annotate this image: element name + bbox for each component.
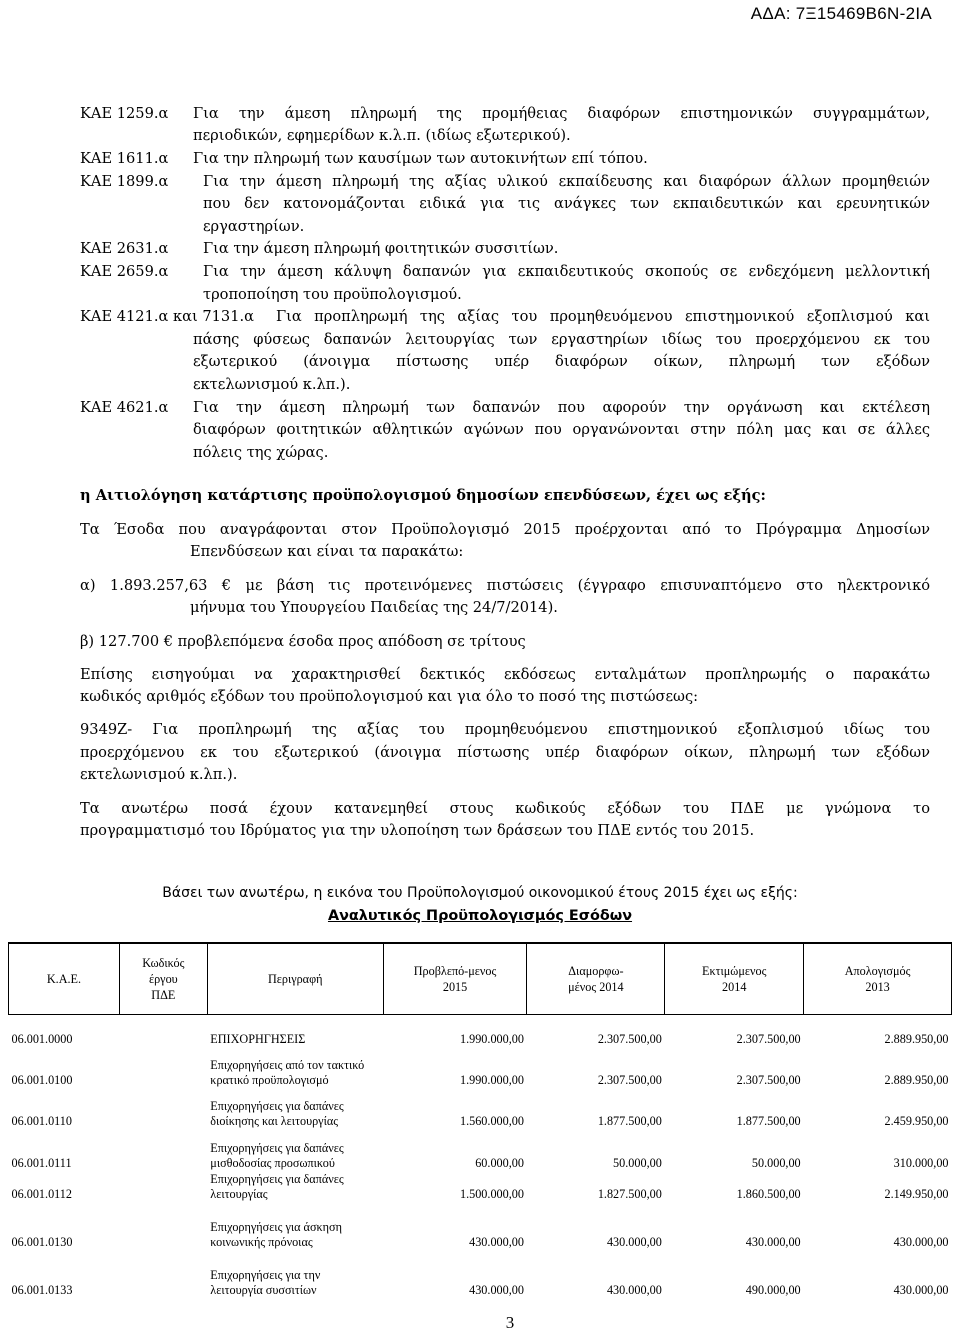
table-row: [9, 1202, 952, 1250]
kae-cell: 06.001.0111: [11, 1155, 72, 1170]
table-row: [9, 1088, 952, 1129]
description-cell: ΕΠΙΧΟΡΗΓΗΣΕΙΣ: [210, 1031, 306, 1046]
table-row: [9, 1015, 952, 1047]
actual-2013-cell: 430.000,00: [893, 1234, 949, 1249]
kae-cell: 06.001.0100: [11, 1072, 73, 1087]
actual-2013-cell: 310.000,00: [893, 1155, 949, 1170]
description-cell: Επιχορηγήσεις για άσκηση κοινωνικής πρόνοιας: [210, 1219, 342, 1249]
kae-desc-line: πόλεις της χώρας.: [193, 444, 329, 461]
kae-desc-line: διαφόρων φοιτητικών αθλητικών αγώνων που οργανώνονται στην πόλη μας και σε άλλες: [193, 421, 930, 438]
kae-code: ΚΑΕ 1259.α: [80, 105, 169, 122]
description-cell: Επιχορηγήσεις για δαπάνες διοίκησης και λειτουργίας: [210, 1098, 344, 1128]
column-header: Κ.Α.Ε.: [9, 943, 120, 1015]
kae-code: ΚΑΕ 4621.α: [80, 399, 169, 416]
forecast-2015-cell: 1.500.000,00: [459, 1186, 524, 1201]
item-a-line2: μήνυμα του Υπουργείου Παιδείας της 24/7/2014).: [190, 599, 558, 616]
ada-code: ΑΔΑ: 7Ξ15469Β6Ν-2ΙΑ: [750, 4, 932, 23]
item-a: α) 1.893.257,63 € με βάση τις προτεινόμενες πιστώσεις (έγγραφο επισυναπτόμενο στο ηλεκτρονικό: [80, 577, 930, 594]
item-b: β) 127.700 € προβλεπόμενα έσοδα προς απόδοση σε τρίτους: [80, 633, 526, 650]
para-line: προγραμματισμό του Ιδρύματος για την υλοποίηση των δράσεων του ΠΔΕ εντός του 2015.: [80, 822, 755, 839]
formed-2014-cell: 50.000,00: [613, 1155, 662, 1170]
table-row: [9, 1129, 952, 1171]
kae-desc-line: Για την άμεση πληρωμή φοιτητικών συσσιτίων.: [203, 240, 559, 257]
description-cell: Επιχορηγήσεις για δαπάνες λειτουργίας: [210, 1171, 344, 1201]
kae-desc-line: Για την άμεση πληρωμή της αξίας υλικού εκπαίδευσης και διαφόρων άλλων προμηθειών: [203, 173, 930, 190]
description-cell: Επιχορηγήσεις για δαπάνες μισθοδοσίας προσωπικού: [210, 1140, 344, 1170]
formed-2014-cell: 430.000,00: [606, 1282, 662, 1297]
para-line: Τα ανωτέρω ποσά έχουν κατανεμηθεί στους κωδικούς εξόδων του ΠΔΕ με γνώμονα το: [80, 800, 930, 817]
kae-desc-line: τροποποίηση του προϋπολογισμού.: [203, 286, 462, 303]
table-row: [9, 1047, 952, 1088]
para-line: εκτελωνισμού κ.λπ.).: [80, 766, 238, 783]
estimated-2014-cell: 2.307.500,00: [736, 1031, 801, 1046]
table-header-row: [9, 943, 952, 1015]
table-row: [9, 1171, 952, 1202]
formed-2014-cell: 1.827.500,00: [597, 1186, 662, 1201]
intro-line: Τα Έσοδα που αναγράφονται στον Προϋπολογισμό 2015 προέρχονται από το Πρόγραμμα Δημοσίων: [80, 521, 930, 538]
kae-code: ΚΑΕ 4121.α και 7131.α: [80, 308, 254, 325]
estimated-2014-cell: 430.000,00: [745, 1234, 801, 1249]
justification-heading: η Αιτιολόγηση κατάρτισης προϋπολογισμού δημοσίων επενδύσεων, έχει ως εξής:: [80, 487, 766, 504]
formed-2014-cell: 2.307.500,00: [597, 1072, 662, 1087]
kae-desc-line: Για την πληρωμή των καυσίμων των αυτοκινήτων επί τόπου.: [193, 150, 648, 167]
kae-desc-line: πάσης φύσεως δαπανών λειτουργίας των εργαστηρίων ιδίως του προερχόμενου εκ του: [193, 331, 930, 348]
actual-2013-cell: 2.459.950,00: [884, 1113, 949, 1128]
estimated-2014-cell: 50.000,00: [751, 1155, 801, 1170]
column-header: Απολογισμός 2013: [804, 943, 952, 1015]
forecast-2015-cell: 430.000,00: [469, 1234, 524, 1249]
kae-code: ΚΑΕ 2659.α: [80, 263, 169, 280]
actual-2013-cell: 2.889.950,00: [884, 1072, 949, 1087]
para-line: 9349Ζ- Για προπληρωμή της αξίας του προμηθευόμενου επιστημονικού εξοπλισμού ιδίως του: [80, 721, 930, 738]
kae-desc-line: Για την άμεση πληρωμή των δαπανών που αφορούν την οργάνωση και εκτέλεση: [193, 399, 930, 416]
formed-2014-cell: 1.877.500,00: [597, 1113, 662, 1128]
forecast-2015-cell: 60.000,00: [475, 1155, 524, 1170]
actual-2013-cell: 430.000,00: [893, 1282, 949, 1297]
kae-code: ΚΑΕ 1611.α: [80, 150, 169, 167]
formed-2014-cell: 430.000,00: [606, 1234, 662, 1249]
kae-code: ΚΑΕ 1899.α: [80, 173, 169, 190]
forecast-2015-cell: 430.000,00: [469, 1282, 524, 1297]
estimated-2014-cell: 1.877.500,00: [736, 1113, 801, 1128]
page-number: 3: [505, 1313, 515, 1332]
formed-2014-cell: 2.307.500,00: [597, 1031, 662, 1046]
column-header: Περιγραφή: [207, 943, 383, 1015]
actual-2013-cell: 2.149.950,00: [884, 1186, 949, 1201]
actual-2013-cell: 2.889.950,00: [884, 1031, 949, 1046]
forecast-2015-cell: 1.990.000,00: [459, 1072, 524, 1087]
intro-line: Επενδύσεων και είναι τα παρακάτω:: [190, 543, 464, 560]
table-row: [9, 1250, 952, 1298]
budget-title: Αναλυτικός Προϋπολογισμός Εσόδων: [327, 908, 633, 924]
estimated-2014-cell: 2.307.500,00: [736, 1072, 801, 1087]
kae-cell: 06.001.0133: [11, 1282, 73, 1297]
column-header: Διαμορφω- μένος 2014: [527, 943, 665, 1015]
kae-code: ΚΑΕ 2631.α: [80, 240, 169, 257]
kae-cell: 06.001.0112: [11, 1186, 72, 1201]
para-line: προερχόμενου εκ του εξωτερικού (άνοιγμα πίστωσης υπέρ διαφόρων οίκων, πληρωμή των εξόδων: [80, 744, 930, 761]
budget-intro: Βάσει των ανωτέρω, η εικόνα του Προϋπολογισμού οικονομικού έτους 2015 έχει ως εξής:: [162, 885, 798, 901]
kae-cell: 06.001.0110: [11, 1113, 72, 1128]
column-header: Κωδικός έργου ΠΔΕ: [119, 943, 207, 1015]
description-cell: Επιχορηγήσεις από τον τακτικό κρατικό προϋπολογισμό: [210, 1057, 365, 1087]
kae-desc-line: Για προπληρωμή της αξίας του προμηθευόμενου επιστημονικού εξοπλισμού και: [276, 308, 930, 325]
kae-desc-line: Για την άμεση κάλυψη δαπανών για εκπαιδευτικούς σκοπούς σε ενδεχόμενη μελλοντική: [203, 263, 930, 280]
kae-desc-line: Για την άμεση πληρωμή της προμήθειας διαφόρων επιστημονικών συγγραμμάτων,: [193, 105, 930, 122]
description-cell: Επιχορηγήσεις για την λειτουργία συσσιτίων: [210, 1267, 321, 1297]
para-line: κωδικός αριθμός εξόδων του προϋπολογισμού και για όλο το ποσό της πιστώσεως:: [80, 688, 699, 705]
estimated-2014-cell: 490.000,00: [745, 1282, 801, 1297]
forecast-2015-cell: 1.560.000,00: [459, 1113, 524, 1128]
forecast-2015-cell: 1.990.000,00: [459, 1031, 524, 1046]
kae-cell: 06.001.0000: [11, 1031, 73, 1046]
column-header: Προβλεπό-μενος 2015: [383, 943, 527, 1015]
kae-desc-line: εκτελωνισμού κ.λπ.).: [193, 376, 351, 393]
para-line: Επίσης εισηγούμαι να χαρακτηρισθεί δεκτικός εκδόσεως ενταλμάτων προπληρωμής ο παρακάτω: [80, 666, 930, 683]
budget-table: [8, 942, 952, 1298]
kae-cell: 06.001.0130: [11, 1234, 73, 1249]
kae-desc-line: εξωτερικού (άνοιγμα πίστωσης υπέρ διαφόρων οίκων, πληρωμή των εξόδων: [193, 353, 930, 370]
column-header: Εκτιμώμενος 2014: [665, 943, 804, 1015]
kae-desc-line: που δεν κατονομάζονται ειδικά για τις ανάγκες των εκπαιδευτικών και ερευνητικών: [203, 195, 930, 212]
estimated-2014-cell: 1.860.500,00: [736, 1186, 801, 1201]
kae-desc-line: εργαστηρίων.: [203, 218, 305, 235]
kae-desc-line: περιοδικών, εφημερίδων κ.λ.π. (ιδίως εξωτερικού).: [193, 127, 571, 144]
